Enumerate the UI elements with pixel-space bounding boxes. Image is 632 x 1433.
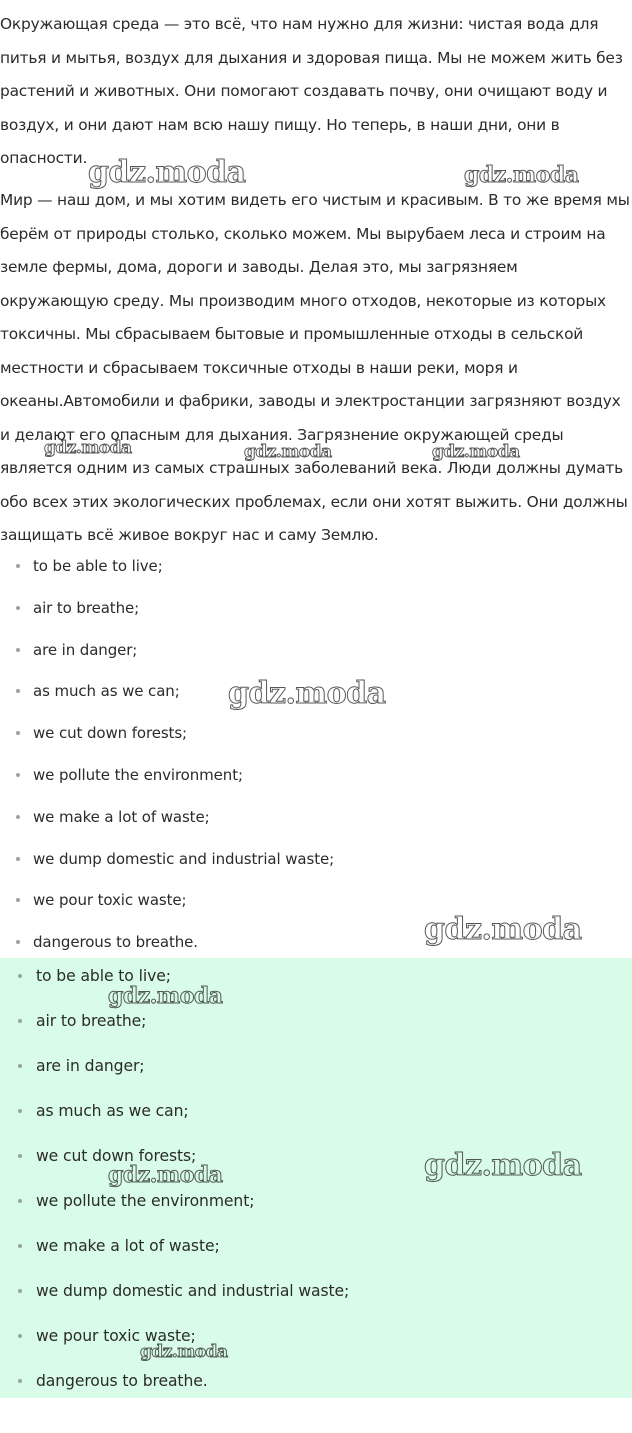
bullet-icon <box>18 1109 22 1113</box>
answer-list-item-text: dangerous to breathe. <box>36 1372 208 1390</box>
bullet-icon <box>16 689 20 693</box>
answer-list-item-text: we cut down forests; <box>36 1147 197 1165</box>
list-item <box>0 718 334 760</box>
answer-list-item-text: as much as we can; <box>36 1102 189 1120</box>
bullet-icon <box>18 1244 22 1248</box>
list-item-text: we cut down forests; <box>33 724 187 743</box>
bullet-icon <box>16 773 20 777</box>
watermark: gdz.moda <box>44 438 132 458</box>
answer-list-item-text: are in danger; <box>36 1057 145 1075</box>
answer-list-item <box>0 1004 349 1049</box>
bullet-icon <box>16 815 20 819</box>
list-item-text: we make a lot of waste; <box>33 807 210 826</box>
watermark: gdz.moda <box>424 912 582 947</box>
answer-list-item <box>0 1229 349 1274</box>
bullet-icon <box>18 1199 22 1203</box>
phrase-list <box>0 551 334 969</box>
list-item <box>0 593 334 635</box>
watermark: gdz.moda <box>424 1148 582 1183</box>
answer-list-item <box>0 1049 349 1094</box>
watermark: gdz.moda <box>432 442 520 462</box>
list-item <box>0 551 334 593</box>
bullet-icon <box>18 1289 22 1293</box>
watermark: gdz.moda <box>228 676 386 711</box>
bullet-icon <box>16 898 20 902</box>
list-item <box>0 885 334 927</box>
answer-list-item-text: to be able to live; <box>36 967 171 985</box>
list-item-text: we pour toxic waste; <box>33 891 187 910</box>
list-item <box>0 635 334 677</box>
bullet-icon <box>18 1154 22 1158</box>
bullet-icon <box>18 1019 22 1023</box>
answer-list-item <box>0 1094 349 1139</box>
bullet-icon <box>16 940 20 944</box>
bullet-icon <box>16 731 20 735</box>
bullet-icon <box>18 1379 22 1383</box>
watermark: gdz.moda <box>244 442 332 462</box>
answer-list-item-text: we pour toxic waste; <box>36 1327 196 1345</box>
answer-list-item <box>0 1364 349 1409</box>
watermark: gdz.moda <box>108 1162 223 1188</box>
answer-list-item <box>0 1184 349 1229</box>
list-item-text: are in danger; <box>33 640 138 659</box>
watermark: gdz.moda <box>464 162 579 188</box>
list-item-text: as much as we can; <box>33 682 180 701</box>
answer-list-item-text: we pollute the environment; <box>36 1192 255 1210</box>
bullet-icon <box>16 606 20 610</box>
bullet-icon <box>18 974 22 978</box>
answer-list-item-text: we make a lot of waste; <box>36 1237 220 1255</box>
bullet-icon <box>16 648 20 652</box>
bullet-icon <box>16 857 20 861</box>
paragraph-environment-intro: Окружающая среда — это всё, что нам нужно для жизни: чистая вода для питья и мытья, воздух для дыхания и здоровая пища. Мы не можем жить без растений и животных. Они помогают создавать почву, они очищают воду и воздух, и они дают нам всю нашу пищу. Но теперь, в наши дни, они в опасности. <box>0 15 623 167</box>
watermark: gdz.moda <box>88 155 246 190</box>
answer-list-item-text: we dump domestic and industrial waste; <box>36 1282 350 1300</box>
watermark: gdz.moda <box>140 1342 228 1362</box>
answer-list-item <box>0 1274 349 1319</box>
list-item-text: air to breathe; <box>33 598 140 617</box>
list-item-text: we pollute the environment; <box>33 765 243 784</box>
list-item-text: we dump domestic and industrial waste; <box>33 849 335 868</box>
bullet-icon <box>16 564 20 568</box>
paragraph-world-home: Мир — наш дом, и мы хотим видеть его чистым и красивым. В то же время мы берём от природы столько, сколько можем. Мы вырубаем леса и строим на земле фермы, дома, дороги и заводы. Делая это, мы загрязняем окружающую среду. Мы производим много отходов, некоторые из которых токсичны. Мы сбрасываем бытовые и промышленные отходы в сельской местности и сбрасываем токсичные отходы в наши реки, моря и океаны.Автомобили и фабрики, заводы и электростанции загрязняют воздух и делают его опасным для дыхания. Загрязнение окружающей среды является одним из самых страшных заболеваний века. Люди должны думать обо всех этих экологических проблемах, если они хотят выжить. Они должны защищать всё живое вокруг нас и саму Землю. <box>0 191 630 544</box>
bullet-icon <box>18 1334 22 1338</box>
list-item-text: dangerous to breathe. <box>33 933 198 952</box>
watermark: gdz.moda <box>108 983 223 1009</box>
list-item <box>0 802 334 844</box>
list-item <box>0 760 334 802</box>
list-item-text: to be able to live; <box>33 557 163 575</box>
answer-list-item-text: air to breathe; <box>36 1012 147 1030</box>
bullet-icon <box>18 1064 22 1068</box>
list-item <box>0 844 334 886</box>
